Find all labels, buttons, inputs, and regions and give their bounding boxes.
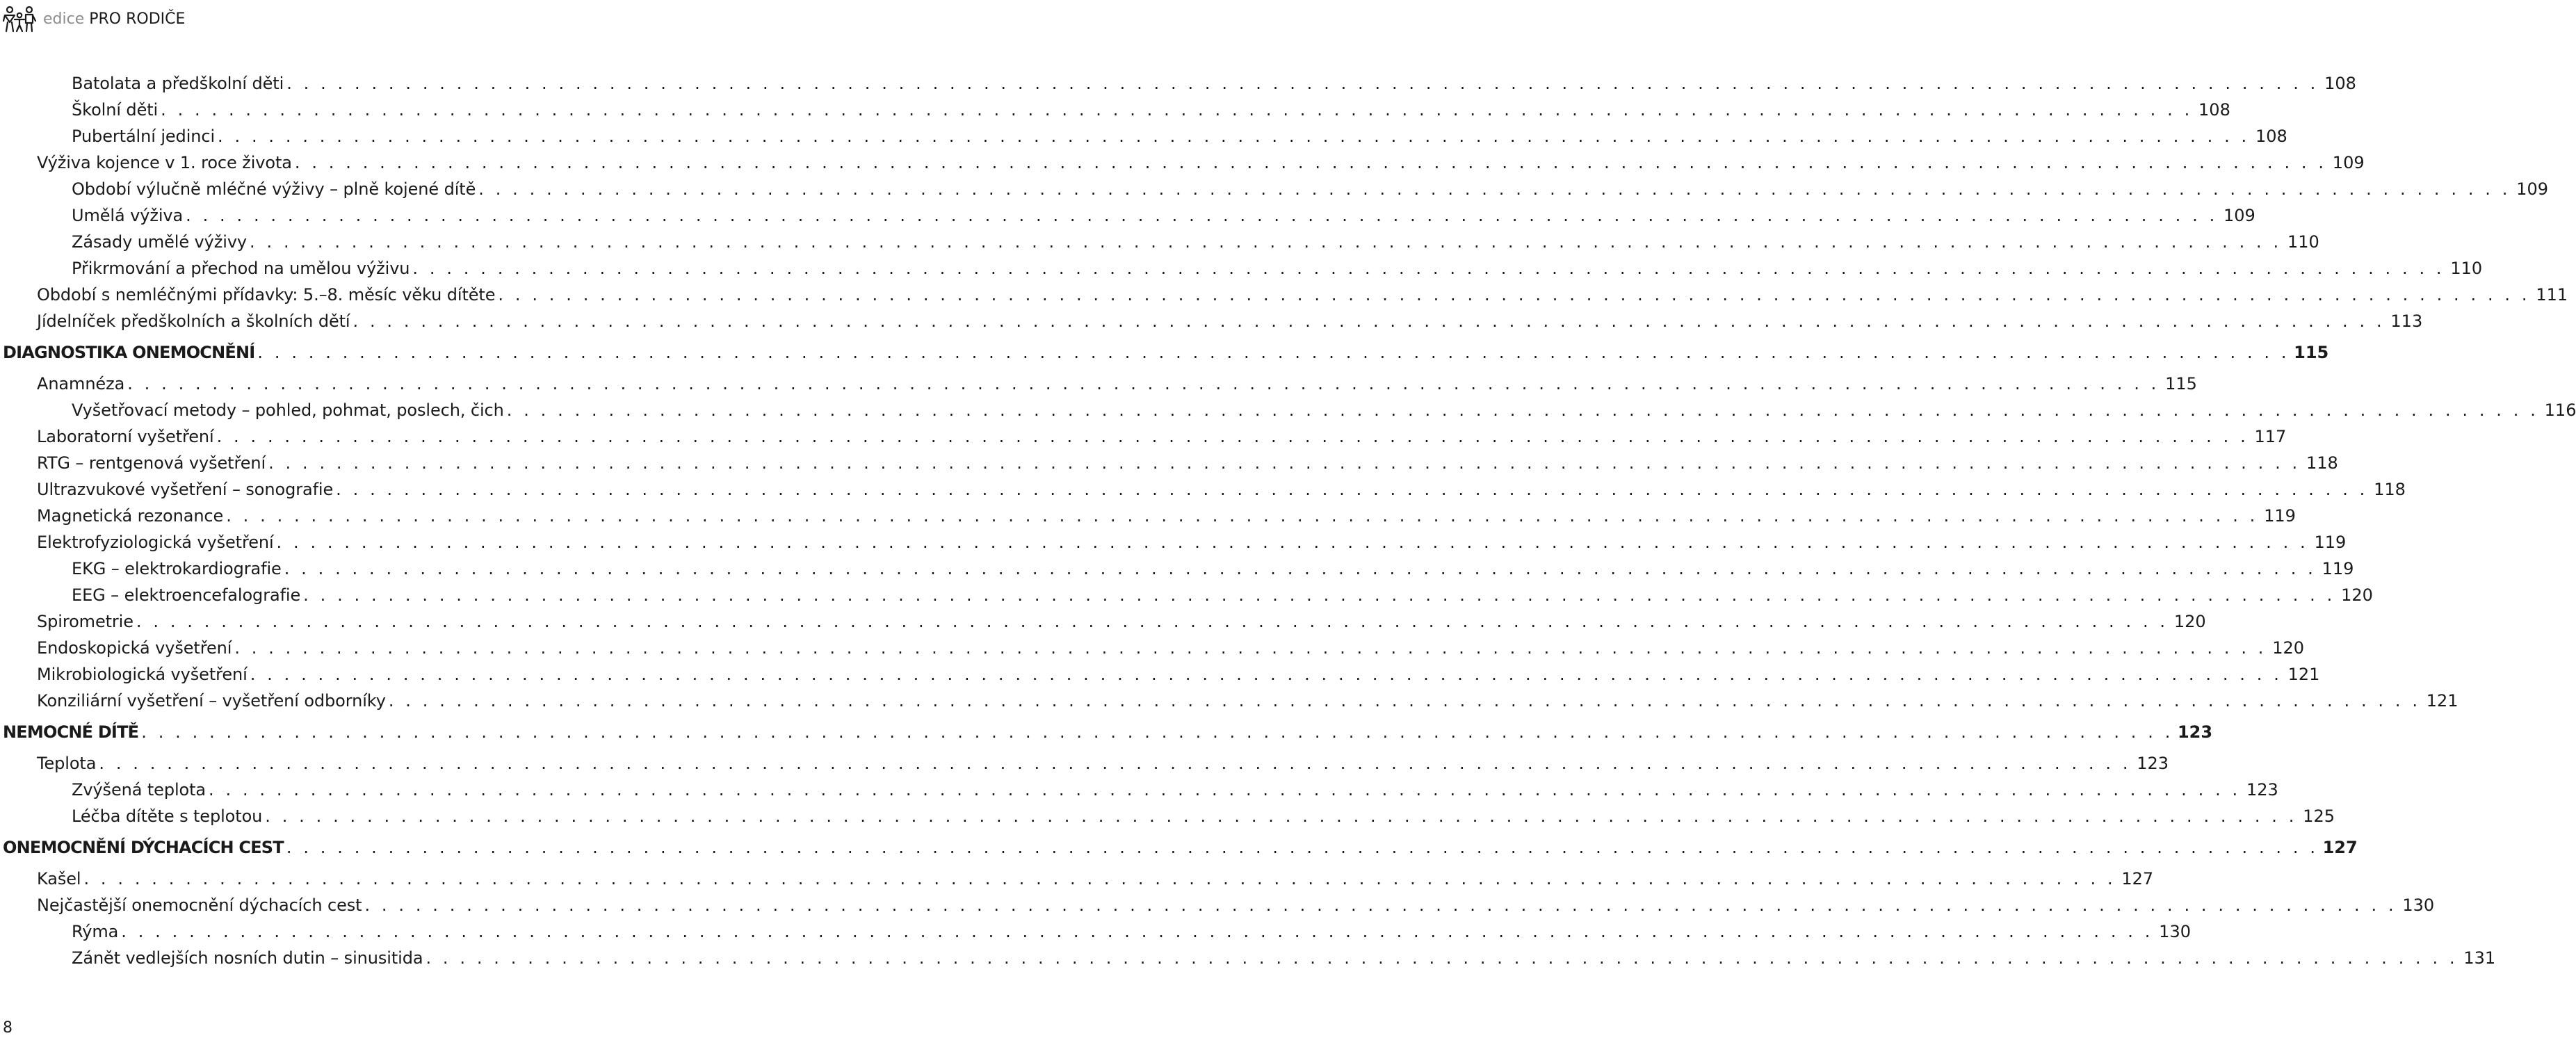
toc-entry-page-number: 116 xyxy=(2544,400,2576,420)
toc-dot-leader: . . . . . . . . . . . . . . . . . . . . . . . . . . . . . . . . . . . . . . . . . . . . . . . . . . . . . . . . . . . . . . . . . . . . . . . . . . . . . . . . . . . . . . . . . . . . . . . . . . . . . . . . . . . . . . . . . . . . . . . . xyxy=(216,427,2249,446)
toc-entry-label: EEG – elektroencefalografie xyxy=(72,585,301,605)
toc-dot-leader: . . . . . . . . . . . . . . . . . . . . . . . . . . . . . . . . . . . . . . . . . . . . . . . . . . . . . . . . . . . . . . . . . . . . . . . . . . . . . . . . . . . . . . . . . . . . . . . . . . . . . . . . . . . . . . . . . . . . . . . . xyxy=(276,533,2309,552)
toc-row[interactable] xyxy=(0,503,2296,529)
toc-dot-leader: . . . . . . . . . . . . . . . . . . . . . . . . . . . . . . . . . . . . . . . . . . . . . . . . . . . . . . . . . . . . . . . . . . . . . . . . . . . . . . . . . . . . . . . . . . . . . . . . . . . . . . . . . . . . . . . . . . . . . . . . xyxy=(257,343,2290,362)
toc-row[interactable] xyxy=(0,423,2287,450)
toc-row[interactable] xyxy=(0,866,2154,892)
toc-dot-leader: . . . . . . . . . . . . . . . . . . . . . . . . . . . . . . . . . . . . . . . . . . . . . . . . . . . . . . . . . . . . . . . . . . . . . . . . . . . . . . . . . . . . . . . . . . . . . . . . . . . . . . . . . . . . . . . . . . . . . . . . xyxy=(226,506,2258,526)
toc-row[interactable] xyxy=(0,282,2568,308)
toc-row[interactable] xyxy=(0,97,2230,123)
toc-entry-page-number: 120 xyxy=(2272,638,2305,658)
toc-entry-label: DIAGNOSTIKA ONEMOCNĚNÍ xyxy=(3,343,255,362)
toc-dot-leader: . . . . . . . . . . . . . . . . . . . . . . . . . . . . . . . . . . . . . . . . . . . . . . . . . . . . . . . . . . . . . . . . . . . . . . . . . . . . . . . . . . . . . . . . . . . . . . . . . . . . . . . . . . . . . . . . . . . . . . . . xyxy=(250,232,2282,252)
toc-dot-leader: . . . . . . . . . . . . . . . . . . . . . . . . . . . . . . . . . . . . . . . . . . . . . . . . . . . . . . . . . . . . . . . . . . . . . . . . . . . . . . . . . . . . . . . . . . . . . . . . . . . . . . . . . . . . . . . . . . . . . . . . xyxy=(498,285,2531,305)
toc-entry-page-number: 120 xyxy=(2341,585,2373,605)
toc-row[interactable] xyxy=(0,777,2278,803)
toc-dot-leader: . . . . . . . . . . . . . . . . . . . . . . . . . . . . . . . . . . . . . . . . . . . . . . . . . . . . . . . . . . . . . . . . . . . . . . . . . . . . . . . . . . . . . . . . . . . . . . . . . . . . . . . . . . . . . . . . . . . . . . . . xyxy=(412,259,2445,278)
toc-row[interactable] xyxy=(0,803,2335,829)
toc-entry-page-number: 118 xyxy=(2374,480,2406,499)
toc-entry-label: Zvýšená teplota xyxy=(72,780,206,800)
toc-dot-leader: . . . . . . . . . . . . . . . . . . . . . . . . . . . . . . . . . . . . . . . . . . . . . . . . . . . . . . . . . . . . . . . . . . . . . . . . . . . . . . . . . . . . . . . . . . . . . . . . . . . . . . . . . . . . . . . . . . . . . . . . xyxy=(294,153,2327,172)
toc-dot-leader: . . . . . . . . . . . . . . . . . . . . . . . . . . . . . . . . . . . . . . . . . . . . . . . . . . . . . . . . . . . . . . . . . . . . . . . . . . . . . . . . . . . . . . . . . . . . . . . . . . . . . . . . . . . . . . . . . . . . . . . . xyxy=(234,638,2267,658)
toc-dot-leader: . . . . . . . . . . . . . . . . . . . . . . . . . . . . . . . . . . . . . . . . . . . . . . . . . . . . . . . . . . . . . . . . . . . . . . . . . . . . . . . . . . . . . . . . . . . . . . . . . . . . . . . . . . . . . . . . . . . . . . . . xyxy=(286,838,2319,857)
toc-entry-label: Spirometrie xyxy=(37,612,133,631)
series-title xyxy=(43,6,185,33)
toc-row[interactable] xyxy=(0,123,2287,149)
toc-row[interactable] xyxy=(0,202,2255,229)
toc-entry-label: Ultrazvukové vyšetření – sonografie xyxy=(37,480,334,499)
toc-dot-leader: . . . . . . . . . . . . . . . . . . . . . . . . . . . . . . . . . . . . . . . . . . . . . . . . . . . . . . . . . . . . . . . . . . . . . . . . . . . . . . . . . . . . . . . . . . . . . . . . . . . . . . . . . . . . . . . . . . . . . . . . xyxy=(268,453,2301,473)
toc-row[interactable] xyxy=(0,892,2435,918)
toc-row[interactable] xyxy=(0,582,2373,608)
toc-entry-label: Období výlučně mléčné výživy – plně kojené dítě xyxy=(72,179,476,199)
toc-entry-page-number: 108 xyxy=(2255,127,2287,146)
toc-entry-label: EKG – elektrokardiografie xyxy=(72,559,282,578)
toc-entry-page-number: 109 xyxy=(2332,153,2365,172)
toc-entry-label: Pubertální jedinci xyxy=(72,127,216,146)
toc-entry-page-number: 108 xyxy=(2198,100,2230,120)
toc-row[interactable] xyxy=(0,176,2548,202)
toc-entry-label: Nejčastější onemocnění dýchacích cest xyxy=(37,895,362,915)
toc-entry-label: RTG – rentgenová vyšetření xyxy=(37,453,266,473)
toc-row[interactable] xyxy=(0,229,2319,255)
toc-entry-label: Kašel xyxy=(37,869,81,889)
toc-dot-leader: . . . . . . . . . . . . . . . . . . . . . . . . . . . . . . . . . . . . . . . . . . . . . . . . . . . . . . . . . . . . . . . . . . . . . . . . . . . . . . . . . . . . . . . . . . . . . . . . . . . . . . . . . . . . . . . . . . . . . . . . xyxy=(353,311,2385,331)
toc-dot-leader: . . . . . . . . . . . . . . . . . . . . . . . . . . . . . . . . . . . . . . . . . . . . . . . . . . . . . . . . . . . . . . . . . . . . . . . . . . . . . . . . . . . . . . . . . . . . . . . . . . . . . . . . . . . . . . . . . . . . . . . . xyxy=(127,374,2160,394)
toc-entry-page-number: 121 xyxy=(2287,665,2320,684)
toc-entry-page-number: 119 xyxy=(2322,559,2354,578)
toc-dot-leader: . . . . . . . . . . . . . . . . . . . . . . . . . . . . . . . . . . . . . . . . . . . . . . . . . . . . . . . . . . . . . . . . . . . . . . . . . . . . . . . . . . . . . . . . . . . . . . . . . . . . . . . . . . . . . . . . . . . . . . . . xyxy=(426,948,2458,968)
toc-row[interactable] xyxy=(0,255,2483,282)
toc-dot-leader: . . . . . . . . . . . . . . . . . . . . . . . . . . . . . . . . . . . . . . . . . . . . . . . . . . . . . . . . . . . . . . . . . . . . . . . . . . . . . . . . . . . . . . . . . . . . . . . . . . . . . . . . . . . . . . . . . . . . . . . . xyxy=(136,612,2169,631)
toc-entry-page-number: 127 xyxy=(2322,838,2358,857)
toc-entry-label: Výživa kojence v 1. roce života xyxy=(37,153,292,172)
toc-entry-page-number: 130 xyxy=(2159,922,2191,941)
toc-entry-label: Rýma xyxy=(72,922,119,941)
toc-section-row[interactable] xyxy=(0,339,2329,366)
series-name-label: PRO RODIČE xyxy=(89,10,186,28)
toc-entry-page-number: 113 xyxy=(2390,311,2423,331)
toc-entry-page-number: 115 xyxy=(2294,343,2329,362)
family-people-icon xyxy=(3,6,36,33)
toc-entry-label: Přikrmování a přechod na umělou výživu xyxy=(72,259,410,278)
toc-entry-page-number: 118 xyxy=(2306,453,2338,473)
toc-entry-label: Léčba dítěte s teplotou xyxy=(72,806,263,826)
toc-dot-leader: . . . . . . . . . . . . . . . . . . . . . . . . . . . . . . . . . . . . . . . . . . . . . . . . . . . . . . . . . . . . . . . . . . . . . . . . . . . . . . . . . . . . . . . . . . . . . . . . . . . . . . . . . . . . . . . . . . . . . . . . xyxy=(250,665,2283,684)
toc-entry-page-number: 125 xyxy=(2303,806,2335,826)
toc-entry-label: Mikrobiologická vyšetření xyxy=(37,665,248,684)
toc-entry-page-number: 120 xyxy=(2173,612,2206,631)
toc-entry-page-number: 110 xyxy=(2287,232,2319,252)
toc-entry-label: Anamnéza xyxy=(37,374,125,394)
toc-dot-leader: . . . . . . . . . . . . . . . . . . . . . . . . . . . . . . . . . . . . . . . . . . . . . . . . . . . . . . . . . . . . . . . . . . . . . . . . . . . . . . . . . . . . . . . . . . . . . . . . . . . . . . . . . . . . . . . . . . . . . . . . xyxy=(286,74,2319,93)
toc-dot-leader: . . . . . . . . . . . . . . . . . . . . . . . . . . . . . . . . . . . . . . . . . . . . . . . . . . . . . . . . . . . . . . . . . . . . . . . . . . . . . . . . . . . . . . . . . . . . . . . . . . . . . . . . . . . . . . . . . . . . . . . . xyxy=(388,691,2421,711)
page-number: 8 xyxy=(3,1019,13,1037)
toc-dot-leader: . . . . . . . . . . . . . . . . . . . . . . . . . . . . . . . . . . . . . . . . . . . . . . . . . . . . . . . . . . . . . . . . . . . . . . . . . . . . . . . . . . . . . . . . . . . . . . . . . . . . . . . . . . . . . . . . . . . . . . . . xyxy=(506,400,2539,420)
toc-dot-leader: . . . . . . . . . . . . . . . . . . . . . . . . . . . . . . . . . . . . . . . . . . . . . . . . . . . . . . . . . . . . . . . . . . . . . . . . . . . . . . . . . . . . . . . . . . . . . . . . . . . . . . . . . . . . . . . . . . . . . . . . xyxy=(364,895,2397,915)
toc-entry-label: Školní děti xyxy=(72,100,159,120)
toc-dot-leader: . . . . . . . . . . . . . . . . . . . . . . . . . . . . . . . . . . . . . . . . . . . . . . . . . . . . . . . . . . . . . . . . . . . . . . . . . . . . . . . . . . . . . . . . . . . . . . . . . . . . . . . . . . . . . . . . . . . . . . . . xyxy=(478,179,2511,199)
toc-entry-label: NEMOCNÉ DÍTĚ xyxy=(3,722,139,742)
toc-row[interactable] xyxy=(0,945,2496,971)
toc-dot-leader: . . . . . . . . . . . . . . . . . . . . . . . . . . . . . . . . . . . . . . . . . . . . . . . . . . . . . . . . . . . . . . . . . . . . . . . . . . . . . . . . . . . . . . . . . . . . . . . . . . . . . . . . . . . . . . . . . . . . . . . . xyxy=(83,869,2116,889)
toc-row[interactable] xyxy=(0,918,2191,945)
toc-row[interactable] xyxy=(0,476,2406,503)
toc-entry-page-number: 109 xyxy=(2223,206,2255,225)
toc-row[interactable] xyxy=(0,371,2197,397)
page-header xyxy=(3,6,185,33)
toc-entry-page-number: 123 xyxy=(2246,780,2278,800)
toc-dot-leader: . . . . . . . . . . . . . . . . . . . . . . . . . . . . . . . . . . . . . . . . . . . . . . . . . . . . . . . . . . . . . . . . . . . . . . . . . . . . . . . . . . . . . . . . . . . . . . . . . . . . . . . . . . . . . . . . . . . . . . . . xyxy=(336,480,2368,499)
toc-dot-leader: . . . . . . . . . . . . . . . . . . . . . . . . . . . . . . . . . . . . . . . . . . . . . . . . . . . . . . . . . . . . . . . . . . . . . . . . . . . . . . . . . . . . . . . . . . . . . . . . . . . . . . . . . . . . . . . . . . . . . . . . xyxy=(161,100,2193,120)
toc-row[interactable] xyxy=(0,556,2354,582)
toc-entry-page-number: 123 xyxy=(2137,754,2169,773)
toc-row[interactable] xyxy=(0,635,2305,661)
toc-entry-page-number: 131 xyxy=(2463,948,2496,968)
toc-section-row[interactable] xyxy=(0,834,2358,861)
toc-entry-page-number: 121 xyxy=(2426,691,2458,711)
toc-entry-label: Teplota xyxy=(37,754,97,773)
toc-row[interactable] xyxy=(0,688,2458,714)
toc-dot-leader: . . . . . . . . . . . . . . . . . . . . . . . . . . . . . . . . . . . . . . . . . . . . . . . . . . . . . . . . . . . . . . . . . . . . . . . . . . . . . . . . . . . . . . . . . . . . . . . . . . . . . . . . . . . . . . . . . . . . . . . . xyxy=(141,722,2173,742)
toc-entry-label: Vyšetřovací metody – pohled, pohmat, poslech, čich xyxy=(72,400,504,420)
toc-entry-label: Endoskopická vyšetření xyxy=(37,638,232,658)
toc-entry-label: Umělá výživa xyxy=(72,206,184,225)
toc-entry-label: Zásady umělé výživy xyxy=(72,232,248,252)
toc-dot-leader: . . . . . . . . . . . . . . . . . . . . . . . . . . . . . . . . . . . . . . . . . . . . . . . . . . . . . . . . . . . . . . . . . . . . . . . . . . . . . . . . . . . . . . . . . . . . . . . . . . . . . . . . . . . . . . . . . . . . . . . . xyxy=(186,206,2218,225)
toc-row[interactable] xyxy=(0,70,2356,97)
toc-row[interactable] xyxy=(0,397,2576,423)
toc-dot-leader: . . . . . . . . . . . . . . . . . . . . . . . . . . . . . . . . . . . . . . . . . . . . . . . . . . . . . . . . . . . . . . . . . . . . . . . . . . . . . . . . . . . . . . . . . . . . . . . . . . . . . . . . . . . . . . . . . . . . . . . . xyxy=(99,754,2132,773)
toc-dot-leader: . . . . . . . . . . . . . . . . . . . . . . . . . . . . . . . . . . . . . . . . . . . . . . . . . . . . . . . . . . . . . . . . . . . . . . . . . . . . . . . . . . . . . . . . . . . . . . . . . . . . . . . . . . . . . . . . . . . . . . . . xyxy=(218,127,2250,146)
toc-entry-label: Magnetická rezonance xyxy=(37,506,224,526)
table-of-contents xyxy=(0,70,2576,971)
toc-row[interactable] xyxy=(0,608,2206,635)
toc-dot-leader: . . . . . . . . . . . . . . . . . . . . . . . . . . . . . . . . . . . . . . . . . . . . . . . . . . . . . . . . . . . . . . . . . . . . . . . . . . . . . . . . . . . . . . . . . . . . . . . . . . . . . . . . . . . . . . . . . . . . . . . . xyxy=(303,585,2335,605)
toc-section-row[interactable] xyxy=(0,718,2213,746)
toc-entry-page-number: 130 xyxy=(2402,895,2435,915)
toc-entry-page-number: 117 xyxy=(2254,427,2287,446)
toc-entry-page-number: 119 xyxy=(2314,533,2347,552)
toc-dot-leader: . . . . . . . . . . . . . . . . . . . . . . . . . . . . . . . . . . . . . . . . . . . . . . . . . . . . . . . . . . . . . . . . . . . . . . . . . . . . . . . . . . . . . . . . . . . . . . . . . . . . . . . . . . . . . . . . . . . . . . . . xyxy=(209,780,2241,800)
toc-entry-page-number: 127 xyxy=(2121,869,2154,889)
toc-entry-label: Laboratorní vyšetření xyxy=(37,427,214,446)
toc-entry-label: Elektrofyziologická vyšetření xyxy=(37,533,274,552)
toc-row[interactable] xyxy=(0,308,2423,334)
toc-entry-page-number: 111 xyxy=(2536,285,2568,305)
series-edice-label: edice xyxy=(43,10,85,28)
toc-dot-leader: . . . . . . . . . . . . . . . . . . . . . . . . . . . . . . . . . . . . . . . . . . . . . . . . . . . . . . . . . . . . . . . . . . . . . . . . . . . . . . . . . . . . . . . . . . . . . . . . . . . . . . . . . . . . . . . . . . . . . . . . xyxy=(121,922,2153,941)
toc-entry-label: Konziliární vyšetření – vyšetření odborníky xyxy=(37,691,386,711)
toc-dot-leader: . . . . . . . . . . . . . . . . . . . . . . . . . . . . . . . . . . . . . . . . . . . . . . . . . . . . . . . . . . . . . . . . . . . . . . . . . . . . . . . . . . . . . . . . . . . . . . . . . . . . . . . . . . . . . . . . . . . . . . . . xyxy=(284,559,2317,578)
toc-row[interactable] xyxy=(0,529,2347,556)
toc-dot-leader: . . . . . . . . . . . . . . . . . . . . . . . . . . . . . . . . . . . . . . . . . . . . . . . . . . . . . . . . . . . . . . . . . . . . . . . . . . . . . . . . . . . . . . . . . . . . . . . . . . . . . . . . . . . . . . . . . . . . . . . . xyxy=(265,806,2297,826)
toc-entry-page-number: 110 xyxy=(2450,259,2483,278)
toc-entry-label: Období s nemléčnými přídavky: 5.–8. měsíc věku dítěte xyxy=(37,285,496,305)
toc-entry-label: Jídelníček předškolních a školních dětí xyxy=(37,311,350,331)
toc-entry-label: Zánět vedlejších nosních dutin – sinusitida xyxy=(72,948,423,968)
toc-entry-page-number: 108 xyxy=(2324,74,2356,93)
toc-entry-page-number: 123 xyxy=(2177,722,2213,742)
toc-entry-page-number: 115 xyxy=(2165,374,2197,394)
toc-row[interactable] xyxy=(0,149,2365,176)
toc-entry-page-number: 119 xyxy=(2264,506,2296,526)
toc-row[interactable] xyxy=(0,661,2320,688)
toc-entry-page-number: 109 xyxy=(2516,179,2548,199)
toc-entry-label: Batolata a předškolní děti xyxy=(72,74,284,93)
toc-row[interactable] xyxy=(0,450,2338,476)
toc-entry-label: ONEMOCNĚNÍ DÝCHACÍCH CEST xyxy=(3,838,284,857)
toc-row[interactable] xyxy=(0,750,2169,777)
